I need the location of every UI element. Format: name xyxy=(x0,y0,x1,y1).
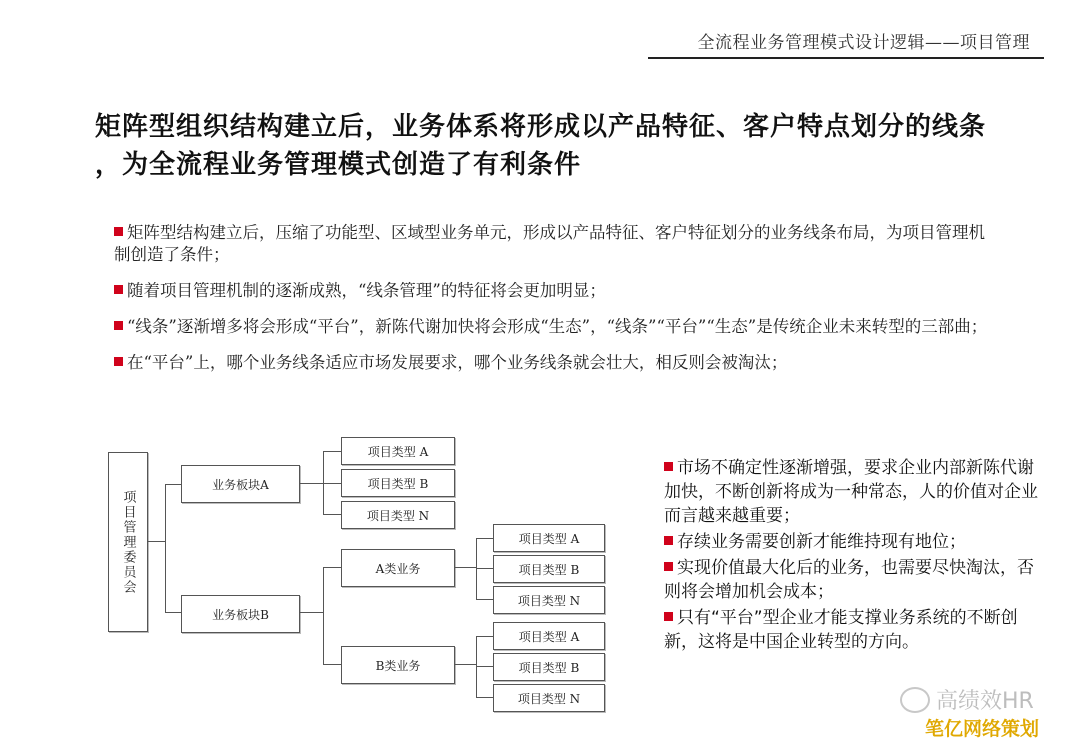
right-bullet: 只有“平台”型企业才能支撑业务系统的不断创新，这将是中国企业转型的方向。 xyxy=(664,608,1018,652)
connector xyxy=(476,538,477,600)
biz-a-type-box: 项目类型 A xyxy=(493,524,605,552)
biz-b-box: B类业务 xyxy=(341,646,455,684)
a-type-box: 项目类型 B xyxy=(341,469,455,497)
connector xyxy=(476,568,493,569)
red-square-icon xyxy=(664,612,673,621)
connector xyxy=(476,636,493,637)
bullet-item: 随着项目管理机制的逐渐成熟，“线条管理”的特征将会更加明显； xyxy=(114,280,994,302)
biz-a-type-box: 项目类型 B xyxy=(493,555,605,583)
connector xyxy=(476,666,493,667)
connector xyxy=(323,514,341,515)
connector xyxy=(147,541,165,542)
biz-b-type-box: 项目类型 N xyxy=(493,684,605,712)
bullet-item: 在“平台”上，哪个业务线条适应市场发展要求，哪个业务线条就会壮大，相反则会被淘汰； xyxy=(114,352,994,374)
connector xyxy=(454,567,476,568)
red-square-icon xyxy=(664,536,673,545)
connector xyxy=(323,567,324,664)
right-bullet: 实现价值最大化后的业务，也需要尽快淘汰，否则将会增加机会成本； xyxy=(664,558,1034,602)
wechat-watermark: 高绩效HR xyxy=(900,684,1034,715)
wechat-icon xyxy=(900,687,930,713)
connector xyxy=(165,484,166,613)
headline-line-1: 矩阵型组织结构建立后，业务体系将形成以产品特征、客户特点划分的线条 xyxy=(95,112,987,142)
right-bullet: 存续业务需要创新才能维持现有地位； xyxy=(664,530,1044,554)
connector xyxy=(323,483,341,484)
connector xyxy=(299,483,323,484)
connector xyxy=(323,567,341,568)
right-bullet: 市场不确定性逐渐增强，要求企业内部新陈代谢加快，不断创新将成为一种常态，人的价值对企业而言越来越重要； xyxy=(664,458,1038,526)
biz-a-box: A类业务 xyxy=(341,549,455,587)
connector xyxy=(476,599,493,600)
bullet-item: “线条”逐渐增多将会形成“平台”，新陈代谢加快将会形成“生态”，“线条”“平台”“生态”是传统企业未来转型的三部曲； xyxy=(114,316,994,338)
connector xyxy=(165,484,181,485)
a-type-box: 项目类型 A xyxy=(341,437,455,465)
right-panel xyxy=(664,456,1044,656)
biz-b-type-box: 项目类型 B xyxy=(493,653,605,681)
root-box: 项目管理委员会 xyxy=(108,452,148,632)
connector xyxy=(323,451,341,452)
red-square-icon xyxy=(664,462,673,471)
red-square-icon xyxy=(664,562,673,571)
biz-a-type-box: 项目类型 N xyxy=(493,586,605,614)
a-type-box: 项目类型 N xyxy=(341,501,455,529)
bullet-item: 矩阵型结构建立后，压缩了功能型、区域型业务单元，形成以产品特征、客户特征划分的业务线条布局，为项目管理机制创造了条件； xyxy=(114,223,985,264)
connector xyxy=(323,664,341,665)
block-a-box: 业务板块A xyxy=(181,465,300,503)
site-watermark: 笔亿网络策划 xyxy=(925,718,1040,740)
header-title: 全流程业务管理模式设计逻辑——项目管理 xyxy=(697,33,1030,53)
connector xyxy=(299,612,323,613)
block-b-box: 业务板块B xyxy=(181,595,300,633)
connector xyxy=(476,697,493,698)
connector xyxy=(165,612,181,613)
connector xyxy=(454,664,476,665)
biz-b-type-box: 项目类型 A xyxy=(493,622,605,650)
headline-line-2: ，为全流程业务管理模式创造了有利条件 xyxy=(95,150,582,180)
connector xyxy=(476,538,493,539)
